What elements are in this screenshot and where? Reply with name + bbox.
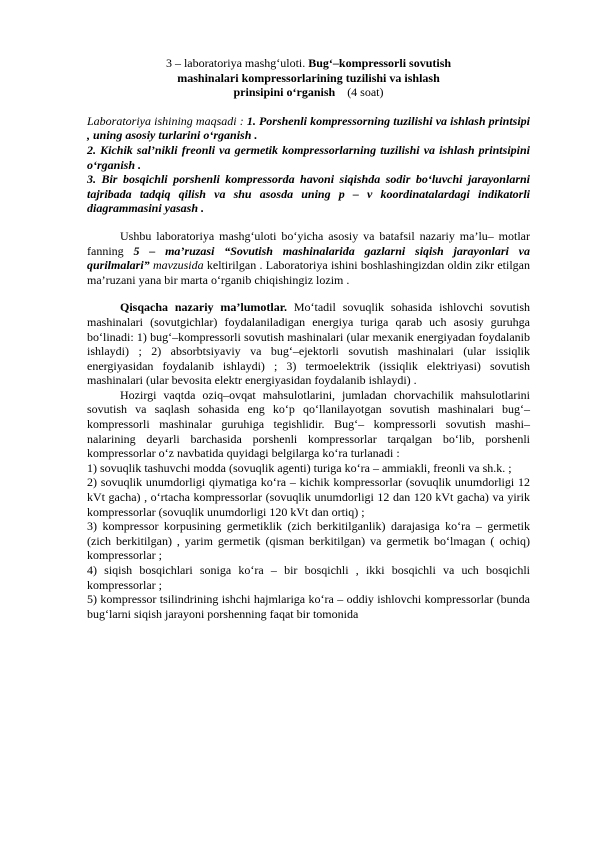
title-hours: (4 soat) — [347, 85, 384, 100]
title-topic-part-1: Bug‘–kompressorli sovutish — [308, 56, 452, 70]
lab-aims — [87, 114, 530, 216]
intro-mavzusida: mavzusida — [152, 258, 204, 273]
title-topic-part-3: prinsipini o‘rganish — [233, 85, 336, 100]
intro-text-3: keltirilgan . Laboratoriya ishini boshlashingizdan oldin zikr etilgan ma’ruzani yana bir marta o‘rganib chiqishingiz lozim . — [87, 258, 530, 287]
theory-text-1: Mo‘tadil sovuqlik sohasida ishlovchi sovutish mashinalari (sovutgichlar) foydalaniladigan energiya turiga qarab uch asosiy guruhga bo‘linadi: 1) bug‘–kompressorli sovutish mashinalari (ular mexanik energiyadan foydalanib ishlaydi) ; 2) absorbtsiyaviy va bug‘–ejektorli sovutish mashinalari (ular issiqlik energiyasidan foydalanib ishlaydi) ; 3) termoelektrik (issiqlik elektriyasi) sovutish mashinalari (ular bevosita elektr energiyasidan foydalanib ishlaydi) . — [87, 300, 530, 388]
theory-paragraph-1 — [87, 300, 530, 388]
aim-3: 3. Bir bosqichli porshenli kompressorda havoni siqishda sodir bo‘luvchi jarayonlarni tajribada tadqiq qilish va shu asosda uning p – v koordinatalardagi indikatorli diagrammasini yasash . — [87, 172, 530, 216]
title-topic-part-2: mashinalari kompressorlarining tuzilishi va ishlash — [177, 70, 440, 85]
intro-lecture-reference: 5 – ma’ruzasi “Sovutish mashinalarida gazlarni siqish jarayonlari va qurilmalari” — [87, 243, 531, 273]
list-item: 1) sovuqlik tashuvchi modda (sovuqlik agenti) turiga ko‘ra – ammiakli, freonli va sh.k. ; — [87, 460, 512, 475]
aims-label: Laboratoriya ishining maqsadi : — [87, 113, 247, 128]
list-item: 3) kompressor korpusining germetiklik (zich berkitilganlik) darajasiga ko‘ra – germetik (zich berkitilgan) , yarim germetik (qisman berkitilgan) va germetik bo‘lmagan ( ochiq) kompressorlar ; — [87, 519, 530, 563]
list-item: 5) kompressor tsilindrining ishchi hajmlariga ko‘ra – oddiy ishlovchi kompressorlar (bunda bug‘larni siqish jarayoni porshenning faqat bir tomonida — [87, 592, 530, 621]
aim-1-text: 1. Porshenli kompressorning tuzilishi va ishlash printsipi , uning asosiy turlarini o‘rganish . — [87, 113, 530, 143]
list-item: 2) sovuqlik unumdorligi qiymatiga ko‘ra – kichik kompressorlar (sovuqlik unumdorligi 12 kVt gacha) , o‘rtacha kompressorlar (sovuqlik unumdorligi 12 dan 120 kVt gacha) va yirik kompressorlar (sovuqlik unumdorligi 120 kVt dan ortiq) ; — [87, 475, 530, 519]
list-item: 4) siqish bosqichlari soniga ko‘ra – bir bosqichli , ikki bosqichli va uch bosqichli kompressorlar ; — [87, 563, 530, 592]
aim-2: 2. Kichik sal’nikli freonli va germetik kompressorlarning tuzilishi va ishlash printsipini o‘rganish . — [87, 142, 530, 172]
title-lab-number: 3 – laboratoriya mashg‘uloti. — [165, 56, 309, 70]
intro-text-1: Ushbu laboratoriya mashg‘uloti bo‘yicha asosiy va batafsil nazariy ma’lu– motlar fanning — [87, 228, 530, 258]
lab-title — [87, 56, 530, 100]
theory-paragraph-2: Hozirgi vaqtda oziq–ovqat mahsulotlarini, jumladan chorvachilik mahsulotlarini sovutish va saqlash sohasida eng ko‘p qo‘llanilayotgan sovutish mashinalari bug‘–kompressorli mashinalar guruhiga tegishlidir. Bug‘– kompressorli sovutish mashi–nalarining deyarli barchasida porshenli kompressorlar tarqalgan bo‘lib, porshenli kompressorlar o‘z navbatida quyidagi belgilarga ko‘ra turlanadi : — [87, 387, 530, 461]
title-line-3 — [87, 85, 530, 100]
classification-list — [87, 461, 530, 622]
theory-heading: Qisqacha nazariy ma’lumotlar. — [120, 300, 287, 315]
title-line-1 — [87, 56, 530, 71]
aim-1 — [87, 114, 530, 143]
intro-paragraph — [87, 229, 530, 287]
